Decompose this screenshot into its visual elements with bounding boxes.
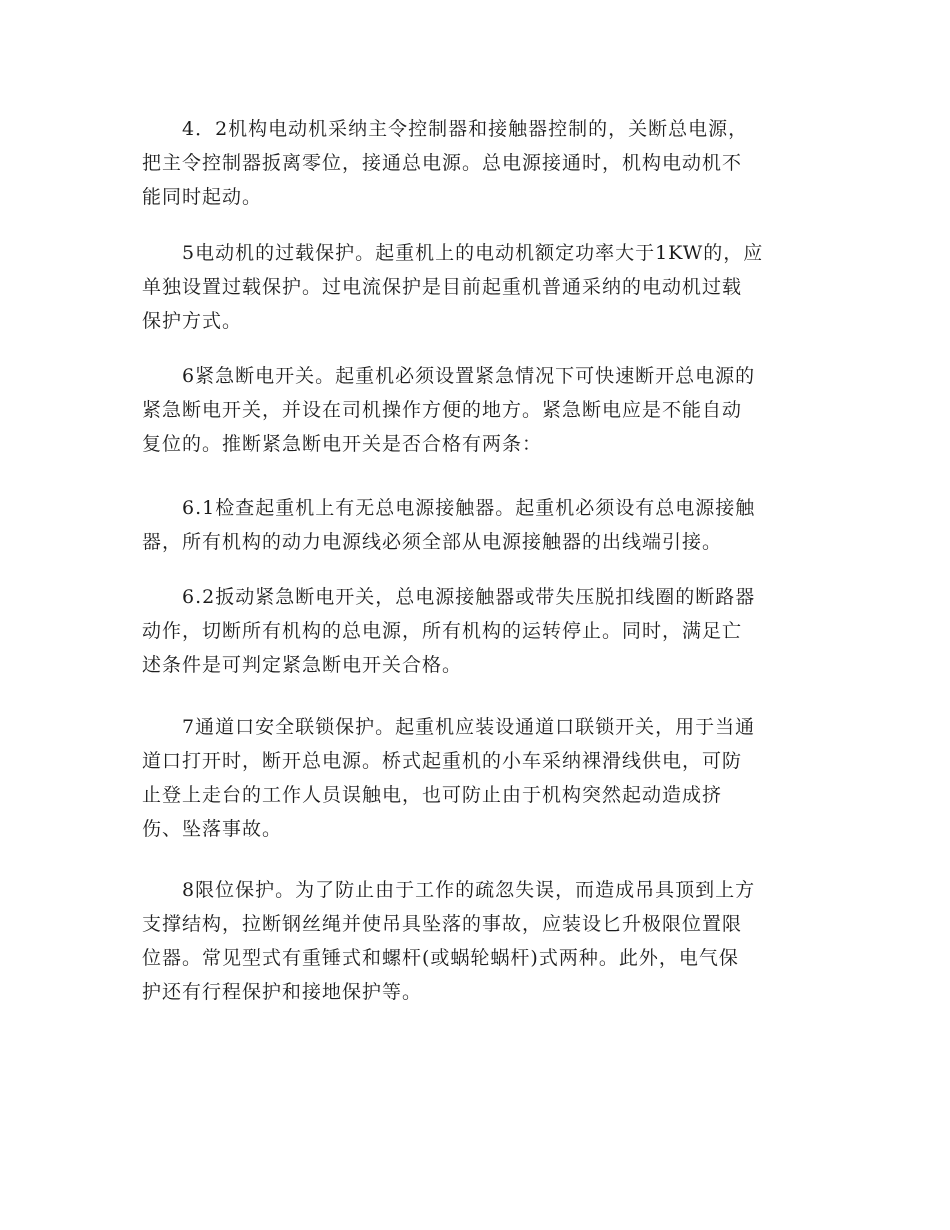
paragraph-line: 述条件是可判定紧急断电开关合格。 [142, 654, 463, 676]
paragraph-line: 复位的。推断紧急断电开关是否合格有两条： [142, 433, 543, 455]
paragraph-7-access-interlock [142, 710, 814, 846]
paragraph-line: 护还有行程保护和接地保护等。 [142, 981, 423, 1003]
paragraph-line: 支撑结构，拉断钢丝绳并使吊具坠落的事故，应装设匕升极限位置限 [142, 913, 743, 935]
paragraph-line: 位器。常见型式有重锤式和螺杆(或蜗轮蜗杆)式两种。此外，电气保 [142, 947, 739, 969]
paragraph-5-overload-protection [142, 236, 814, 338]
paragraph-line: 6.1检查起重机上有无总电源接触器。起重机必须设有总电源接触 [182, 497, 756, 519]
paragraph-8-limit-protection [142, 873, 814, 1009]
paragraph-line: 止登上走台的工作人员误触电，也可防止由于机构突然起动造成挤 [142, 784, 723, 806]
paragraph-line: 8限位保护。为了防止由于工作的疏忽失误，而造成吊具顶到上方 [182, 879, 756, 901]
paragraph-6-emergency-switch [142, 359, 814, 461]
paragraph-line: 道口打开时，断开总电源。桥式起重机的小车采纳裸滑线供电，可防 [142, 750, 743, 772]
paragraph-line: 单独设置过载保护。过电流保护是目前起重机普通采纳的电动机过载 [142, 276, 743, 298]
paragraph-6-2 [142, 580, 814, 682]
paragraph-line: 5电动机的过载保护。起重机上的电动机额定功率大于1KW的，应 [182, 242, 764, 264]
paragraph-line: 动作，切断所有机构的总电源，所有机构的运转停止。同时，满足亡 [142, 620, 743, 642]
paragraph-line: 保护方式。 [142, 310, 243, 332]
paragraph-line: 紧急断电开关，并设在司机操作方便的地方。紧急断电应是不能自动 [142, 399, 743, 421]
paragraph-line: 伤、坠落事故。 [142, 818, 283, 840]
paragraph-line: 器，所有机构的动力电源线必须全部从电源接触器的出线端引接。 [142, 531, 723, 553]
paragraph-4-2 [142, 112, 814, 214]
paragraph-line: 4．2机构电动机采纳主令控制器和接触器控制的，关断总电源， [182, 118, 749, 140]
paragraph-line: 6.2扳动紧急断电开关，总电源接触器或带失压脱扣线圈的断路器 [182, 586, 756, 608]
paragraph-line: 能同时起动。 [142, 186, 263, 208]
paragraph-line: 7通道口安全联锁保护。起重机应装设通道口联锁开关，用于当通 [182, 716, 756, 738]
paragraph-line: 6紧急断电开关。起重机必须设置紧急情况下可快速断开总电源的 [182, 365, 756, 387]
paragraph-6-1 [142, 491, 814, 559]
paragraph-line: 把主令控制器扳离零位，接通总电源。总电源接通时，机构电动机不 [142, 152, 743, 174]
